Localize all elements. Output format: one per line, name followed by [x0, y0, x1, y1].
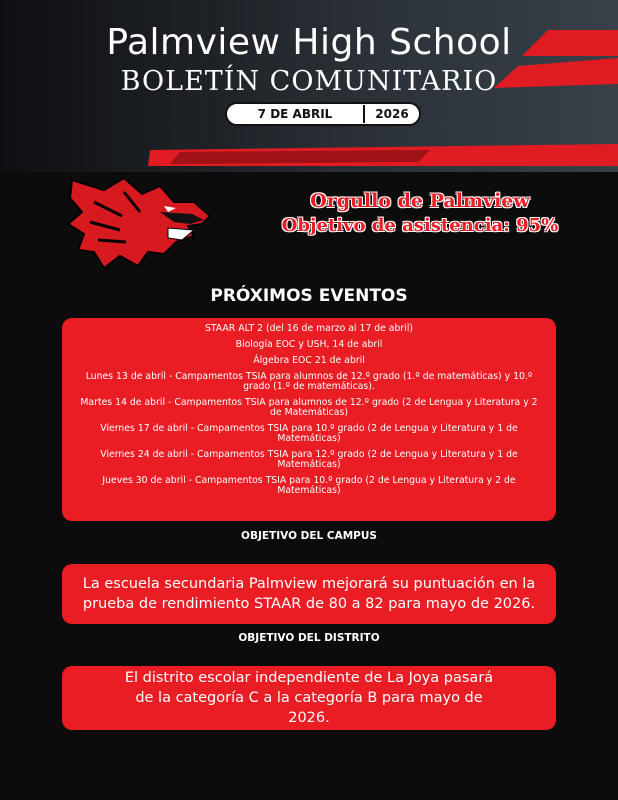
dark-stripe	[170, 150, 430, 164]
event-item: Biología EOC y USH, 14 de abril	[235, 339, 383, 350]
district-goal-box	[62, 666, 556, 730]
year-text: 2026	[375, 107, 409, 121]
pride-title: Orgullo de Palmview	[310, 190, 530, 212]
campus-goal-text: La escuela secundaria Palmview mejorará su puntuación en la prueba de rendimiento STAAR de 80 a 82 para mayo de 2026.	[82, 576, 536, 612]
event-item: Martes 14 de abril - Campamentos TSIA para alumnos de 12.º grado (2 de Lengua y Literatura y 2 de Matemáticas)	[80, 397, 538, 418]
campus-goal-label: OBJETIVO DEL CAMPUS	[241, 530, 377, 542]
bulletin-title: BOLETÍN COMUNITARIO	[120, 66, 498, 97]
district-goal-text: El distrito escolar independiente de La Joya pasará de la categoría C a la categoría B para mayo de 2026.	[124, 670, 494, 726]
events-title: PRÓXIMOS EVENTOS	[210, 286, 408, 306]
date-text: 7 DE ABRIL	[257, 107, 333, 121]
event-item: Viernes 17 de abril - Campamentos TSIA para 10.º grado (2 de Lengua y Literatura y 1 de Matemáticas)	[100, 423, 518, 444]
events-box	[62, 318, 556, 521]
event-item: STAAR ALT 2 (del 16 de marzo al 17 de abril)	[204, 323, 414, 334]
event-item: Álgebra EOC 21 de abril	[253, 355, 365, 366]
school-name: Palmview High School	[106, 22, 512, 63]
date-pill	[225, 102, 421, 126]
pride-block	[268, 190, 572, 237]
district-goal-label: OBJETIVO DEL DISTRITO	[238, 632, 380, 644]
attendance-goal: Objetivo de asistencia: 95%	[281, 215, 559, 236]
event-item: Jueves 30 de abril - Campamentos TSIA para 10.º grado (2 de Lengua y Literatura y 2 de Matemáticas)	[102, 475, 516, 496]
event-item: Lunes 13 de abril - Campamentos TSIA para alumnos de 12.º grado (1.º de matemáticas) y 10.º grado (1.º de matemáticas).	[85, 371, 533, 392]
campus-goal-box	[62, 564, 556, 624]
red-wolf-mascot-icon	[64, 172, 214, 272]
event-item: Viernes 24 de abril - Campamentos TSIA para 12.º grado (2 de Lengua y Literatura y 1 de Matemáticas)	[100, 449, 518, 470]
